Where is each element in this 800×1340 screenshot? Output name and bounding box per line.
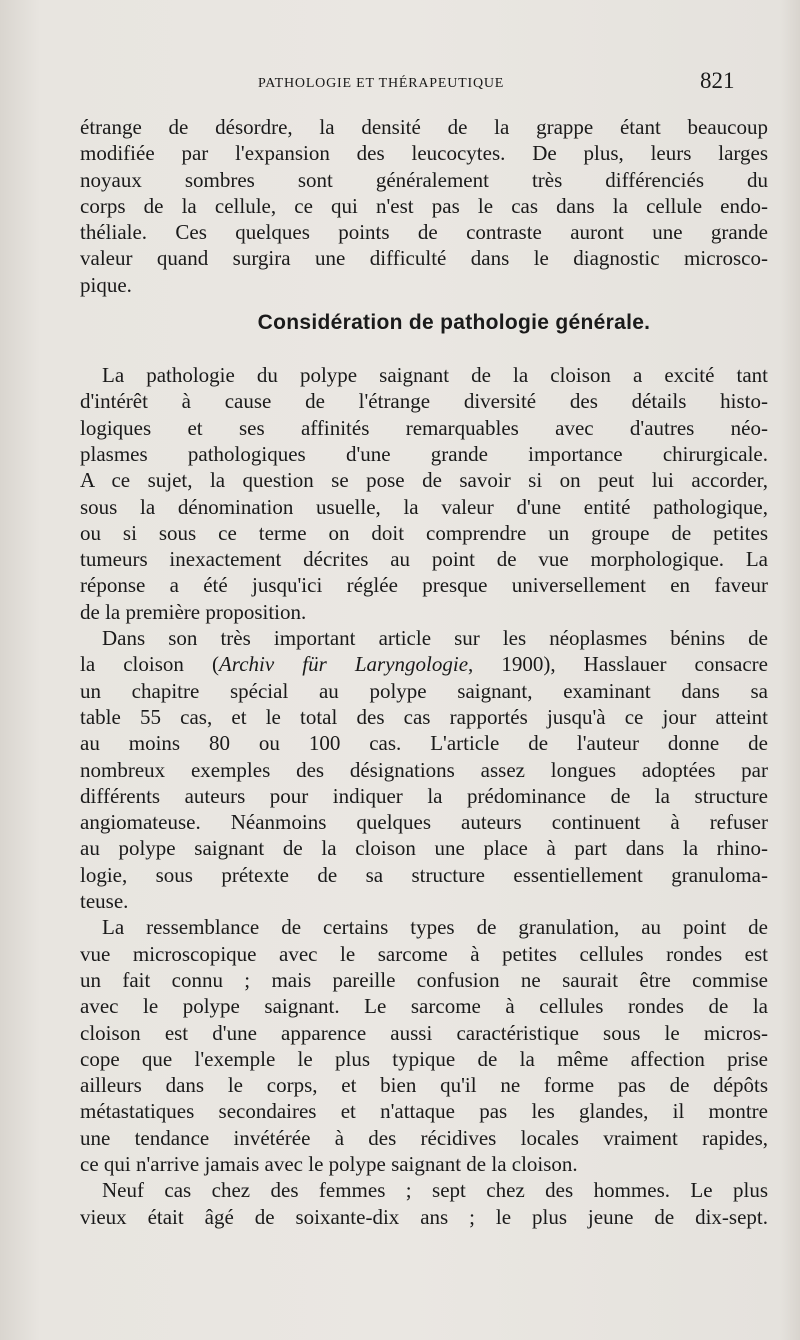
text-line: vue microscopique avec le sarcome à petites cellules rondes est <box>80 941 768 966</box>
text-line: cloison est d'une apparence aussi caractéristique sous le micros- <box>80 1020 768 1045</box>
text-line: un chapitre spécial au polype saignant, examinant dans sa <box>80 678 768 703</box>
text-line: tumeurs inexactement décrites au point de vue morphologique. La <box>80 547 768 572</box>
text-line: nombreux exemples des désignations assez longues adoptées par <box>80 757 768 782</box>
text-line: Dans son très important article sur les néoplasmes bénins de <box>102 626 768 651</box>
text-line: plasmes pathologiques d'une grande importance chirurgicale. <box>80 441 768 466</box>
text-line: pique. <box>80 272 132 297</box>
text-line: Neuf cas chez des femmes ; sept chez des hommes. Le plus <box>102 1178 768 1203</box>
text-line: valeur quand surgira une difficulté dans le diagnostic microsco- <box>80 246 768 271</box>
text-line: table 55 cas, et le total des cas rapportés jusqu'à ce jour atteint <box>80 704 768 729</box>
text-line: logie, sous prétexte de sa structure essentiellement granuloma- <box>80 862 768 887</box>
text-line: théliale. Ces quelques points de contraste auront une grande <box>80 220 768 245</box>
text-line: logiques et ses affinités remarquables avec d'autres néo- <box>80 415 768 440</box>
text-segment: la cloison ( <box>80 652 219 677</box>
text-line: teuse. <box>80 889 129 914</box>
paragraph-4 <box>80 914 768 1177</box>
paragraph-2 <box>80 362 768 625</box>
text-line: métastatiques secondaires et n'attaque pas les glandes, il montre <box>80 1099 768 1124</box>
text-line: de la première proposition. <box>80 599 307 624</box>
text-line: réponse a été jusqu'ici réglée presque universellement en faveur <box>80 573 768 598</box>
page-number: 821 <box>700 68 735 93</box>
paragraph-3 <box>80 625 768 914</box>
text-line: cope que l'exemple le plus typique de la même affection prise <box>80 1046 768 1071</box>
text-line: noyaux sombres sont généralement très différenciés du <box>80 167 768 192</box>
text-line: ou si sous ce terme on doit comprendre un groupe de petites <box>80 520 768 545</box>
text-line: La pathologie du polype saignant de la cloison a excité tant <box>102 363 768 388</box>
text-line: au moins 80 ou 100 cas. L'article de l'auteur donne de <box>80 731 768 756</box>
text-line: ce qui n'arrive jamais avec le polype saignant de la cloison. <box>80 1151 578 1176</box>
text-line: modifiée par l'expansion des leucocytes. De plus, leurs larges <box>80 141 768 166</box>
text-line: au polype saignant de la cloison une place à part dans la rhino- <box>80 836 768 861</box>
running-head: PATHOLOGIE ET THÉRAPEUTIQUE <box>258 76 505 91</box>
page-header <box>0 68 800 100</box>
text-line-citation <box>80 651 768 677</box>
text-line: avec le polype saignant. Le sarcome à cellules rondes de la <box>80 994 768 1019</box>
section-heading: Considération de pathologie générale. <box>257 311 651 335</box>
text-line: un fait connu ; mais pareille confusion ne saurait être commise <box>80 967 768 992</box>
paragraph-1 <box>80 114 768 298</box>
paragraph-5 <box>80 1177 768 1230</box>
text-line: différents auteurs pour indiquer la prédominance de la structure <box>80 783 768 808</box>
text-segment: , 1900), Hasslauer consacre <box>468 652 768 677</box>
text-line: sous la dénomination usuelle, la valeur d'une entité pathologique, <box>80 494 768 519</box>
text-line: La ressemblance de certains types de granulation, au point de <box>102 915 768 940</box>
body-text <box>80 114 768 1230</box>
journal-title: Archiv für Laryngologie <box>218 652 469 677</box>
text-line: corps de la cellule, ce qui n'est pas le cas dans la cellule endo- <box>80 193 768 218</box>
text-line: angiomateuse. Néanmoins quelques auteurs continuent à refuser <box>80 810 768 835</box>
text-line: ailleurs dans le corps, et bien qu'il ne forme pas de dépôts <box>80 1073 768 1098</box>
text-line: d'intérêt à cause de l'étrange diversité des détails histo- <box>80 389 768 414</box>
text-line: une tendance invétérée à des récidives locales vraiment rapides, <box>80 1125 768 1150</box>
text-line: vieux était âgé de soixante-dix ans ; le plus jeune de dix-sept. <box>80 1204 768 1229</box>
text-line: A ce sujet, la question se pose de savoir si on peut lui accorder, <box>80 468 768 493</box>
text-line: étrange de désordre, la densité de la grappe étant beaucoup <box>80 115 768 139</box>
